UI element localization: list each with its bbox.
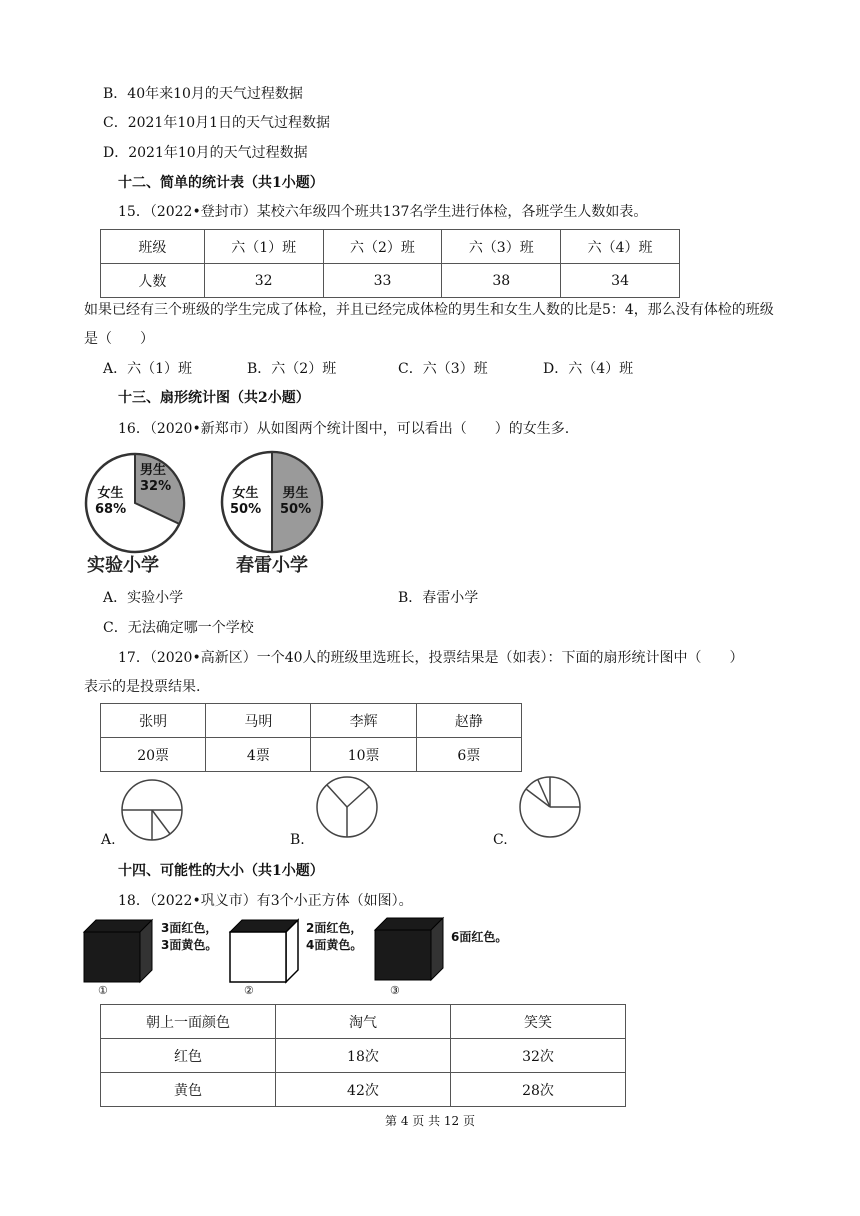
q18-header: 笑笑 [450,1005,625,1039]
q15-stem: 15．（2022•登封市）某校六年级四个班共137名学生进行体检，各班学生人数如表。 [118,204,648,220]
pie2-school-name: 春雷小学 [236,555,308,576]
q15-cell: 人数 [101,264,205,298]
q17-pie-c [518,775,582,839]
q17-stem-2: 表示的是投票结果. [84,679,201,695]
pie1-school-name: 实验小学 [87,555,159,576]
q17-header: 李辉 [311,704,416,738]
cube-2-number: ② [244,984,254,997]
section-heading-14: 十四、可能性的大小（共1小题） [118,863,324,879]
cube-3-number: ③ [390,984,400,997]
cube-3-label: 6面红色。 [451,930,508,944]
q16-stem: 16．（2020•新郑市）从如图两个统计图中，可以看出（ ）的女生多. [118,421,570,437]
q18-cell: 红色 [101,1039,276,1073]
section-heading-12: 十二、简单的统计表（共1小题） [118,175,324,191]
cube-2-label: 2面红色， 4面黄色。 [306,921,363,952]
q15-cell: 33 [323,264,442,298]
q15-text: 如果已经有三个班级的学生完成了体检，并且已经完成体检的男生和女生人数的比是5：4，那么没有体检的班级是（ ） [84,302,774,347]
q17-cell: 4票 [206,738,311,772]
option-d-prev: D．2021年10月的天气过程数据 [103,145,308,161]
q18-stem: 18．（2022•巩义市）有3个小正方体（如图）。 [118,893,413,909]
cube-1-label: 3面红色， 3面黄色。 [161,921,218,952]
q15-option-b: B．六（2）班 [247,361,337,377]
q15-option-a: A．六（1）班 [103,361,193,377]
q17-pie-a [120,778,184,842]
q17-header: 赵静 [416,704,521,738]
q18-header: 朝上一面颜色 [101,1005,276,1039]
option-c-prev: C．2021年10月1日的天气过程数据 [103,115,331,131]
q18-cell: 32次 [450,1039,625,1073]
q17-pie-b [315,775,379,839]
q17-header: 马明 [206,704,311,738]
pie2-boy-label: 男生 50% [280,486,312,517]
q16-option-a: A．实验小学 [103,590,184,606]
q16-option-b: B．春雷小学 [398,590,479,606]
q18-cell: 42次 [275,1073,450,1107]
q17-cell: 6票 [416,738,521,772]
q17-option-b: B. [290,832,305,848]
cube-3 [373,916,445,982]
q15-header: 六（3）班 [442,230,561,264]
section-heading-13: 十三、扇形统计图（共2小题） [118,390,310,406]
q17-cell: 20票 [101,738,206,772]
q15-cell: 32 [204,264,323,298]
q15-cell: 34 [561,264,680,298]
q15-cell: 38 [442,264,561,298]
option-b-prev: B．40年来10月的天气过程数据 [103,86,303,102]
page-footer: 第 4 页 共 12 页 [385,1114,475,1128]
q17-header: 张明 [101,704,206,738]
q15-table [100,229,680,298]
q15-header: 六（2）班 [323,230,442,264]
q18-cell: 28次 [450,1073,625,1107]
cube-2 [228,918,300,984]
q17-option-a: A. [101,832,116,848]
q18-table [100,1004,626,1107]
q15-header: 六（4）班 [561,230,680,264]
q18-cell: 18次 [275,1039,450,1073]
q18-cell: 黄色 [101,1073,276,1107]
q17-stem: 17．（2020•高新区）一个40人的班级里选班长，投票结果是（如表）：下面的扇形统计图中（ ） [118,650,744,666]
q16-option-c: C．无法确定哪一个学校 [103,620,254,636]
cube-1-number: ① [98,984,108,997]
pie2-girl-label: 女生 50% [230,486,262,517]
q17-table [100,703,522,772]
q18-header: 淘气 [275,1005,450,1039]
q17-option-c: C. [493,832,508,848]
q15-header: 六（1）班 [204,230,323,264]
pie1-girl-label: 女生 68% [95,486,127,517]
q15-option-c: C．六（3）班 [398,361,488,377]
q15-header: 班级 [101,230,205,264]
q15-option-d: D．六（4）班 [543,361,634,377]
q17-cell: 10票 [311,738,416,772]
cube-1 [82,918,154,984]
pie1-boy-label: 男生 32% [140,463,172,494]
